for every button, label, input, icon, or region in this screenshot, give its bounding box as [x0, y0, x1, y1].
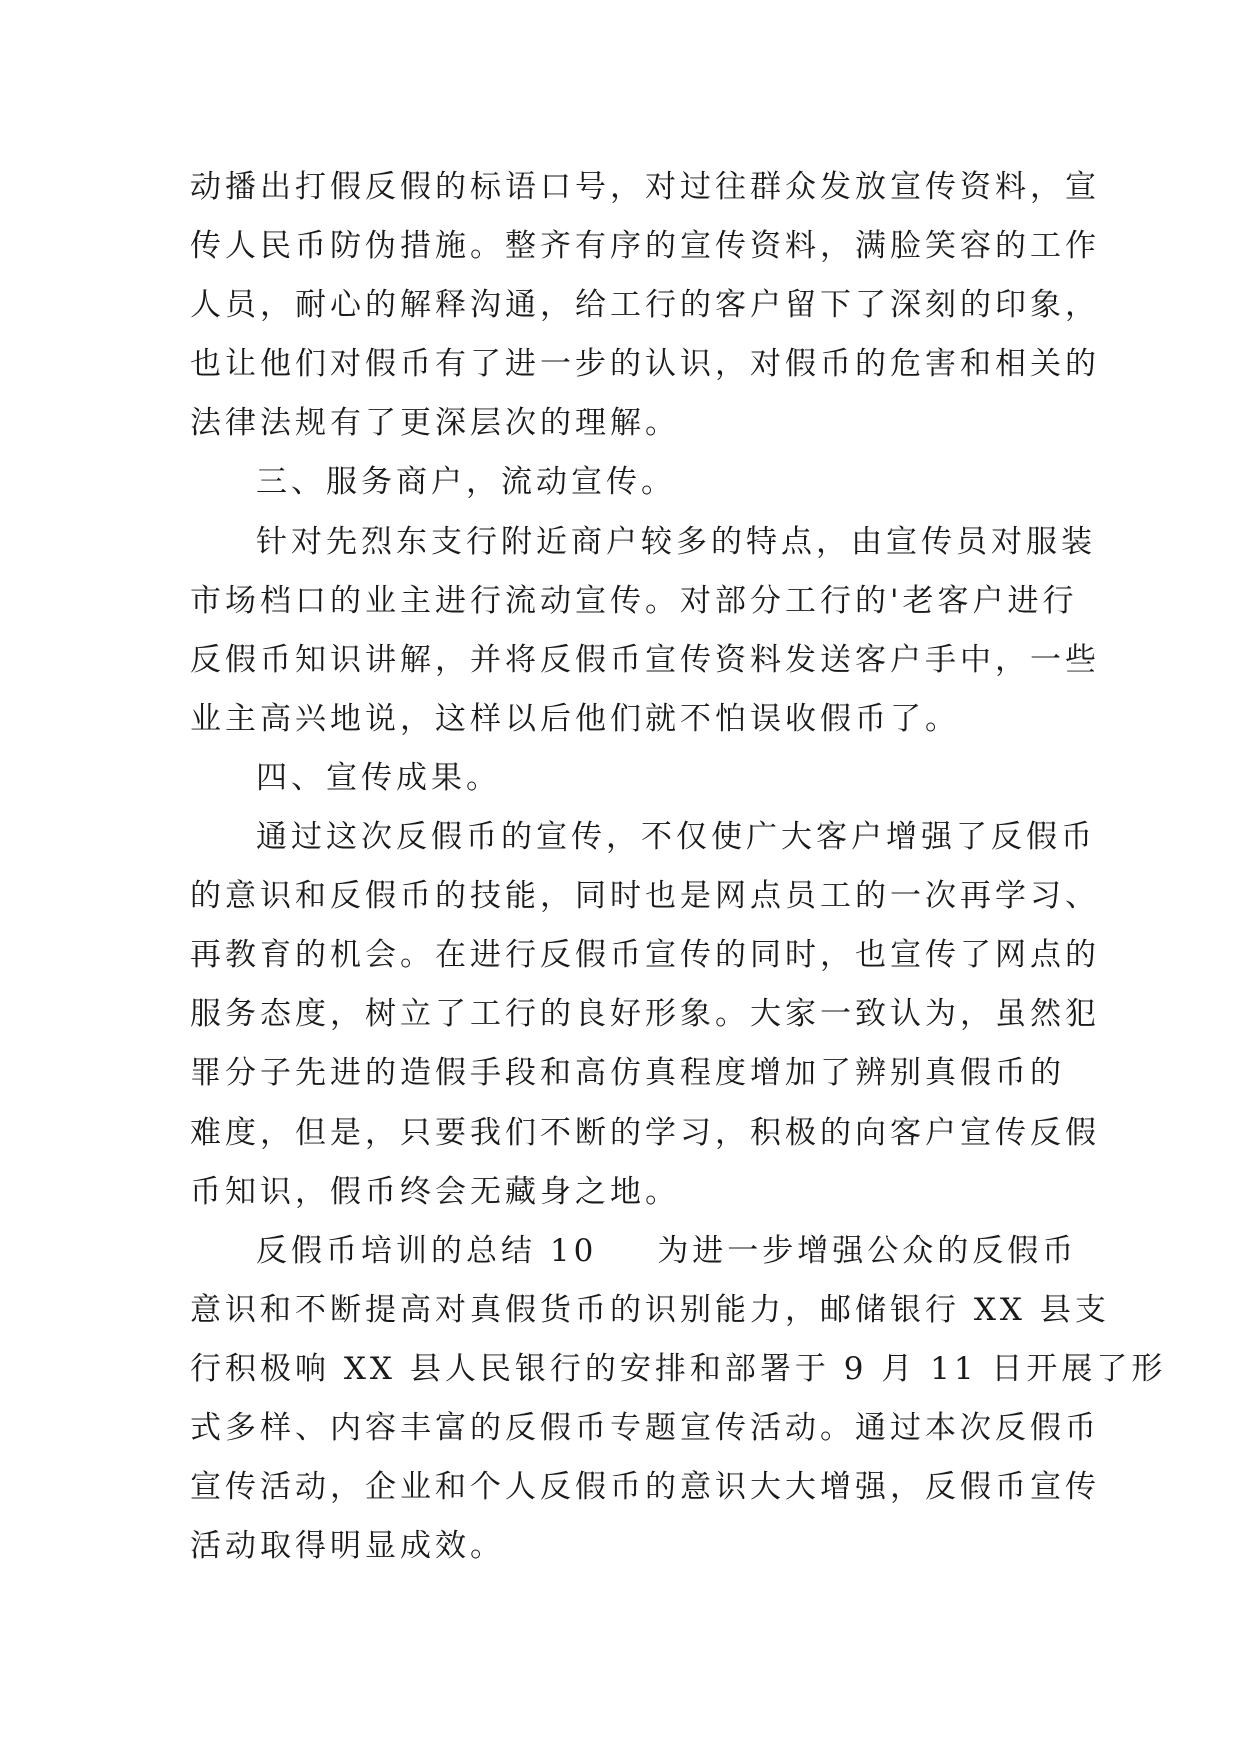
body-line: 针对先烈东支行附近商户较多的特点，由宣传员对服装 — [256, 523, 1096, 560]
body-line: 意识和不断提高对真假货币的识别能力，邮储银行 XX 县支 — [190, 1291, 1110, 1328]
summary-title: 反假币培训的总结 10 — [256, 1232, 598, 1269]
body-line: 服务态度，树立了工行的良好形象。大家一致认为，虽然犯 — [190, 996, 1100, 1033]
body-line: 反假币知识讲解，并将反假币宣传资料发送客户手中，一些 — [190, 641, 1100, 678]
body-line: 市场档口的业主进行流动宣传。对部分工行的'老客户进行 — [190, 582, 1078, 619]
body-line: 活动取得明显成效。 — [190, 1528, 505, 1565]
body-line: 再教育的机会。在进行反假币宣传的同时，也宣传了网点的 — [190, 937, 1100, 974]
body-line: 动播出打假反假的标语口号，对过往群众发放宣传资料，宣 — [190, 169, 1100, 205]
body-line: 业主高兴地说，这样以后他们就不怕误收假币了。 — [190, 700, 960, 737]
section-heading: 四、宣传成果。 — [256, 759, 501, 796]
body-line: 传人民币防伪措施。整齐有序的宣传资料，满脸笑容的工作 — [190, 228, 1100, 265]
body-line: 通过这次反假币的宣传，不仅使广大客户增强了反假币 — [256, 819, 1096, 856]
body-line: 宣传活动，企业和个人反假币的意识大大增强，反假币宣传 — [190, 1469, 1100, 1506]
body-line: 为进一步增强公众的反假币 — [657, 1232, 1078, 1269]
body-line: 罪分子先进的造假手段和高仿真程度增加了辨别真假币的 — [190, 1055, 1065, 1092]
summary-heading-line — [190, 1222, 1078, 1281]
body-line: 式多样、内容丰富的反假币专题宣传活动。通过本次反假币 — [190, 1409, 1100, 1446]
body-line: 币知识，假币终会无藏身之地。 — [190, 1173, 680, 1210]
document-body — [190, 158, 1167, 1576]
body-line: 法律法规有了更深层次的理解。 — [190, 405, 680, 442]
body-line: 行积极响 XX 县人民银行的安排和部署于 9 月 11 日开展了形 — [190, 1350, 1167, 1387]
body-line: 人员，耐心的解释沟通，给工行的客户留下了深刻的印象， — [190, 287, 1100, 324]
body-line: 难度，但是，只要我们不断的学习，积极的向客户宣传反假 — [190, 1114, 1100, 1151]
body-line: 也让他们对假币有了进一步的认识，对假币的危害和相关的 — [190, 346, 1100, 383]
section-heading: 三、服务商户，流动宣传。 — [256, 464, 676, 501]
body-line: 的意识和反假币的技能，同时也是网点员工的一次再学习、 — [190, 878, 1100, 915]
